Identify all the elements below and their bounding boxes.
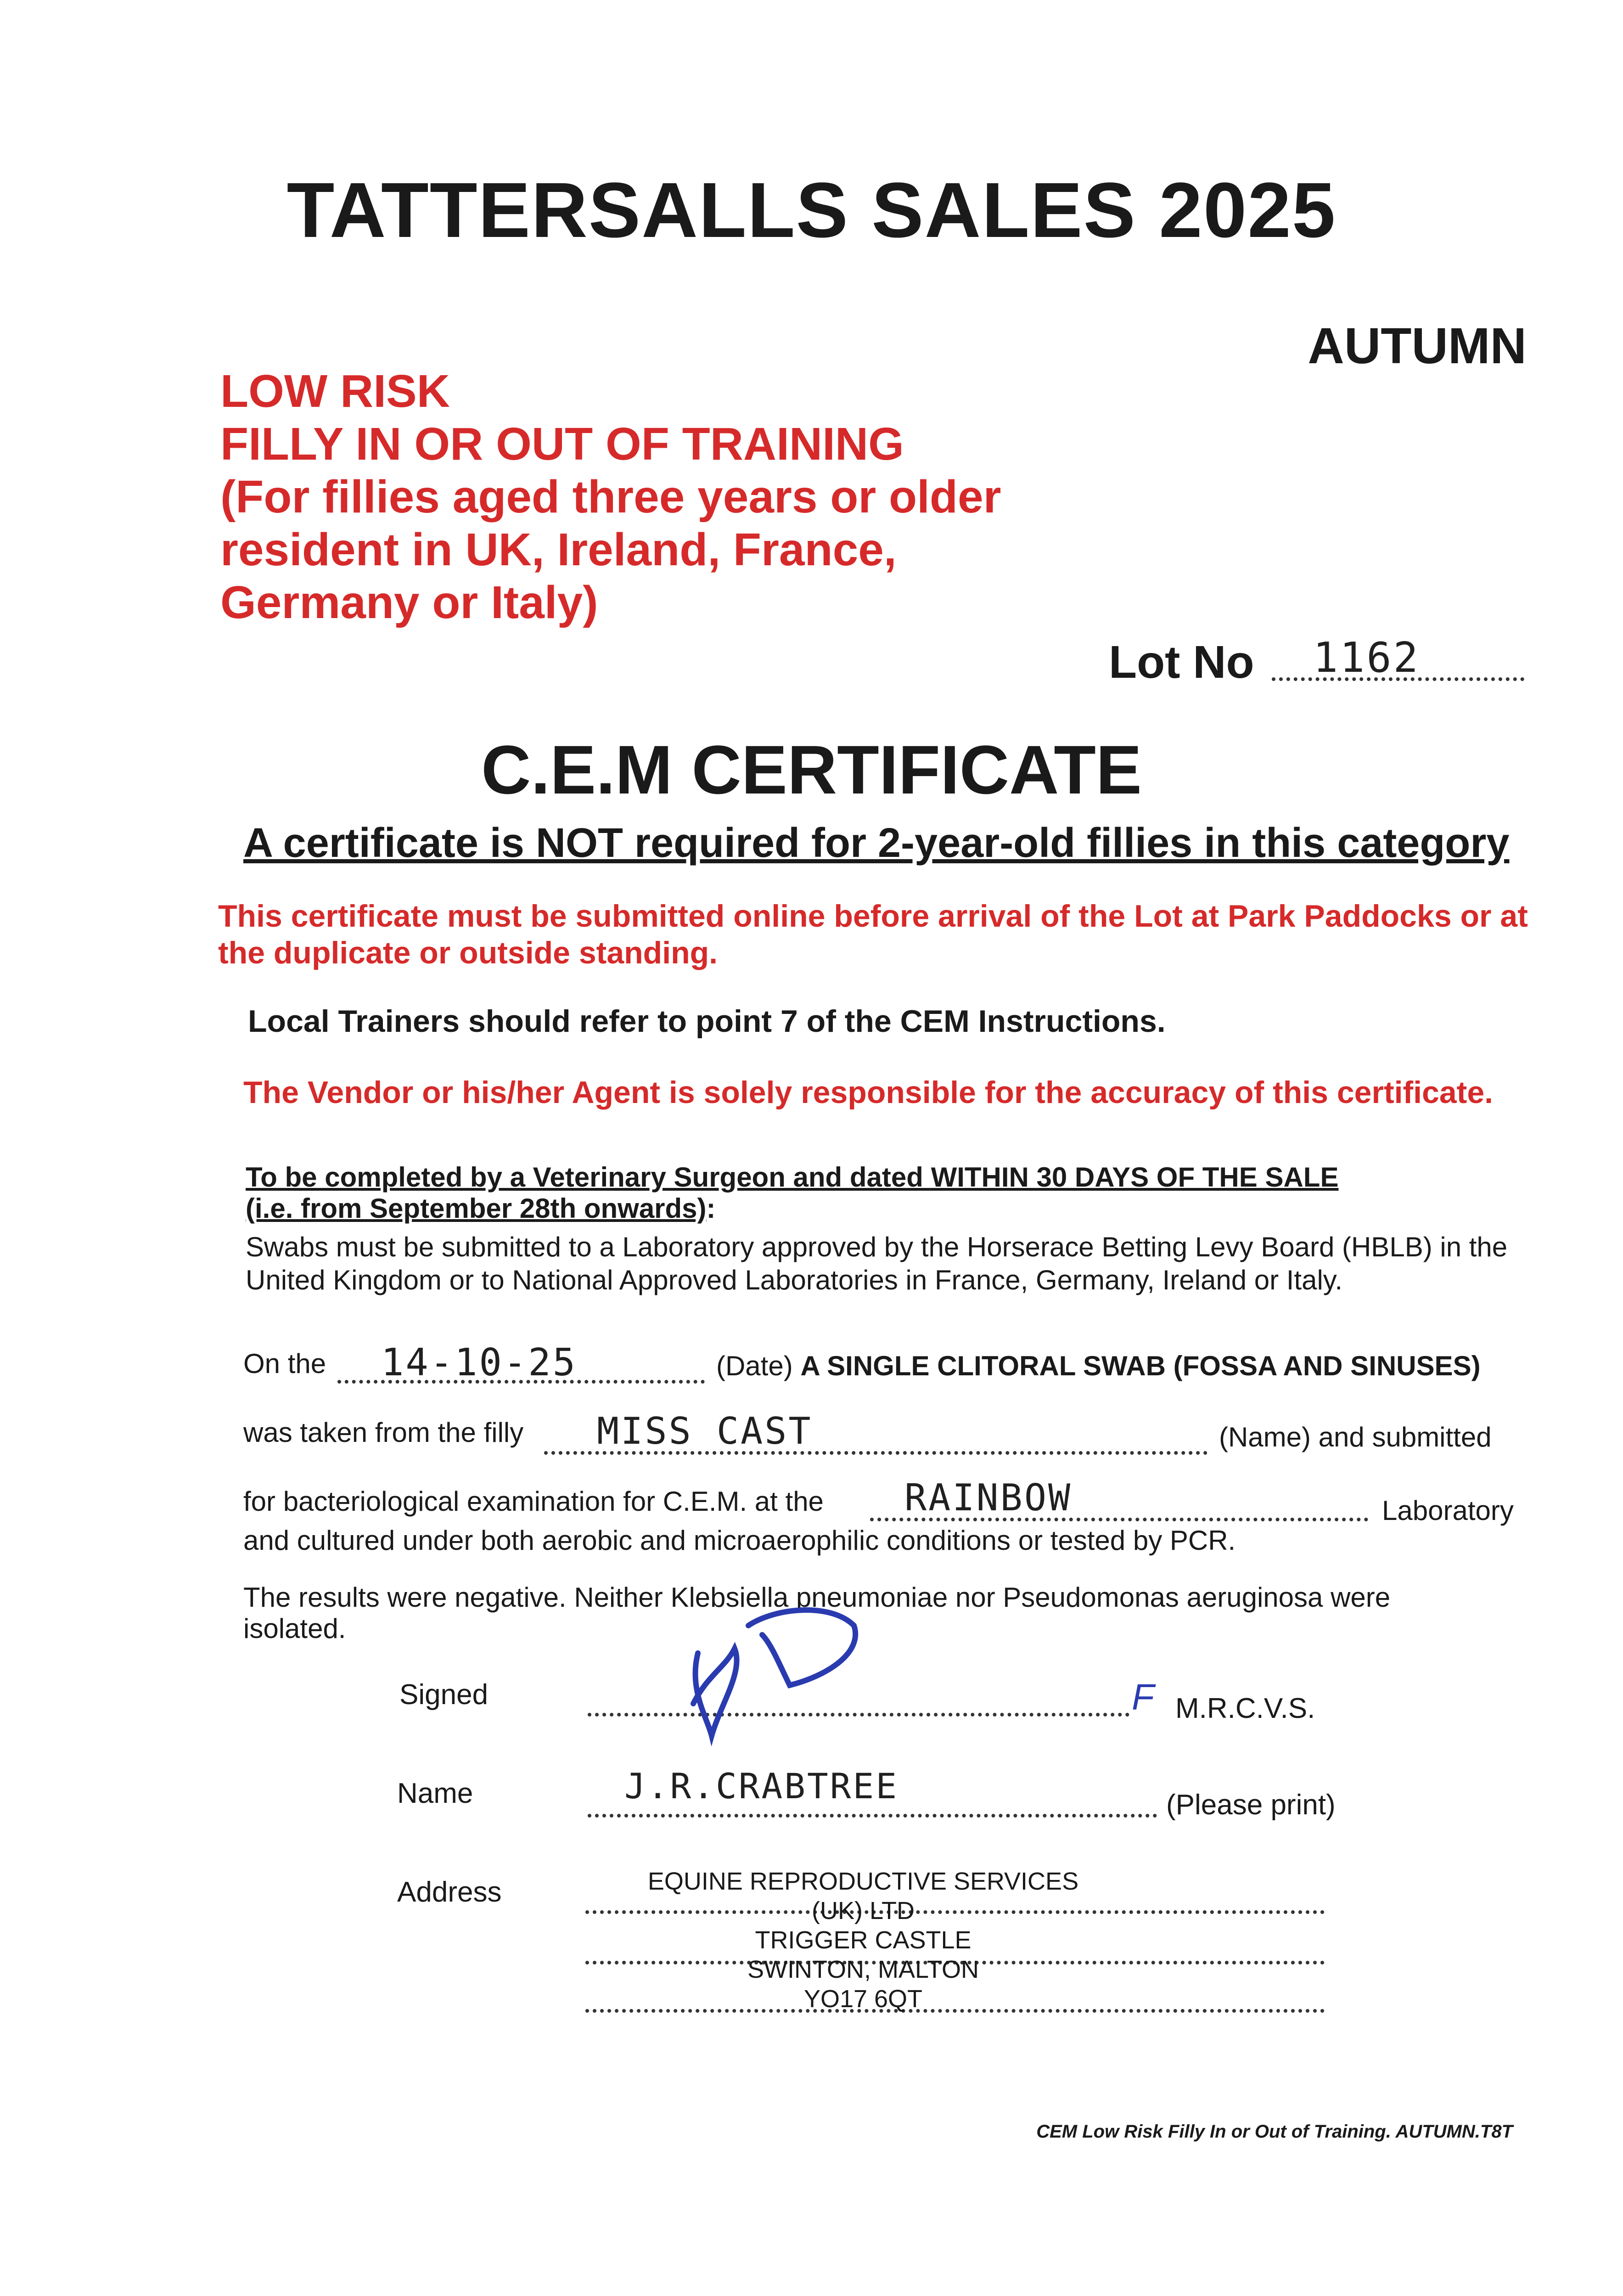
filly-prefix: was taken from the filly <box>243 1417 524 1448</box>
address-line: TRIGGER CASTLE <box>755 1926 972 1954</box>
swab-submission-info: Swabs must be submitted to a Laboratory approved by the Horserace Betting Levy Board (HBLB) in the United Kingdom or to National Approved Laboratories in France, Germany, Ireland or Italy. <box>246 1232 1508 1295</box>
vet-heading-colon: : <box>706 1193 716 1224</box>
vet-heading-deadline: WITHIN 30 DAYS OF THE SALE <box>931 1162 1339 1193</box>
mrcvs-suffix: M.R.C.V.S. <box>1175 1693 1315 1724</box>
address-line: SWINTON, MALTON <box>747 1956 979 1983</box>
vet-name-value[interactable]: J.R.CRABTREE <box>624 1766 899 1806</box>
culture-conditions: and cultured under both aerobic and microaerophilic conditions or tested by PCR. <box>243 1525 1236 1556</box>
signature-icon[interactable] <box>680 1598 872 1750</box>
category-line: FILLY IN OR OUT OF TRAINING <box>220 418 904 470</box>
test-results: The results were negative. Neither Klebsiella pneumoniae nor Pseudomonas aeruginosa were isolated. <box>243 1582 1391 1644</box>
filly-suffix: (Name) and submitted <box>1219 1422 1492 1452</box>
lot-number-label: Lot No <box>1109 636 1254 688</box>
vendor-responsibility-notice: The Vendor or his/her Agent is solely responsible for the accuracy of this certificate. <box>243 1075 1494 1110</box>
laboratory-value[interactable]: RAINBOW <box>904 1476 1073 1519</box>
please-print-note: (Please print) <box>1166 1789 1336 1821</box>
date-prefix: On the <box>243 1348 326 1379</box>
filly-name-value[interactable]: MISS CAST <box>597 1410 813 1452</box>
swab-type: A SINGLE CLITORAL SWAB (FOSSA AND SINUSES) <box>800 1351 1481 1381</box>
signed-label: Signed <box>399 1679 489 1711</box>
vet-heading-dates: (i.e. from September 28th onwards) <box>246 1193 707 1224</box>
address-stamp <box>634 1867 1093 2014</box>
lab-suffix: Laboratory <box>1382 1495 1514 1526</box>
vet-heading-text: To be completed by a Veterinary Surgeon and dated <box>246 1162 931 1193</box>
name-label: Name <box>397 1778 473 1809</box>
name-dotted-line <box>588 1814 1157 1818</box>
lot-number-value[interactable]: 1162 <box>1313 634 1420 682</box>
date-suffix <box>716 1350 1481 1382</box>
sale-season: AUTUMN <box>1308 318 1527 374</box>
address-line: EQUINE REPRODUCTIVE SERVICES (UK) LTD <box>647 1868 1079 1925</box>
category-line: LOW RISK <box>220 366 450 417</box>
category-line: (For fillies aged three years or older <box>220 471 1001 523</box>
online-submission-notice: This certificate must be submitted online before arrival of the Lot at Park Paddocks or at the duplicate or outside standing. <box>218 899 1528 970</box>
certificate-title: C.E.M CERTIFICATE <box>481 731 1142 808</box>
signature-initials-icon: F <box>1132 1677 1154 1717</box>
certificate-category <box>220 365 1276 629</box>
category-line: Germany or Italy) <box>220 577 598 628</box>
document-title: TATTERSALLS SALES 2025 <box>286 167 1337 254</box>
vet-completion-heading <box>246 1162 1338 1224</box>
address-label: Address <box>397 1876 502 1908</box>
lab-prefix: for bacteriological examination for C.E.M. at the <box>243 1486 824 1517</box>
date-field-value[interactable]: 14-10-25 <box>381 1341 577 1384</box>
category-line: resident in UK, Ireland, France, <box>220 524 897 575</box>
form-reference-footer: CEM Low Risk Filly In or Out of Training. AUTUMN.T8T <box>1036 2122 1513 2142</box>
not-required-notice: A certificate is NOT required for 2-year-old fillies in this category <box>243 820 1510 866</box>
date-suffix-plain: (Date) <box>716 1351 801 1381</box>
address-line: YO17 6QT <box>803 1985 923 2013</box>
local-trainers-note: Local Trainers should refer to point 7 of the CEM Instructions. <box>248 1004 1166 1039</box>
